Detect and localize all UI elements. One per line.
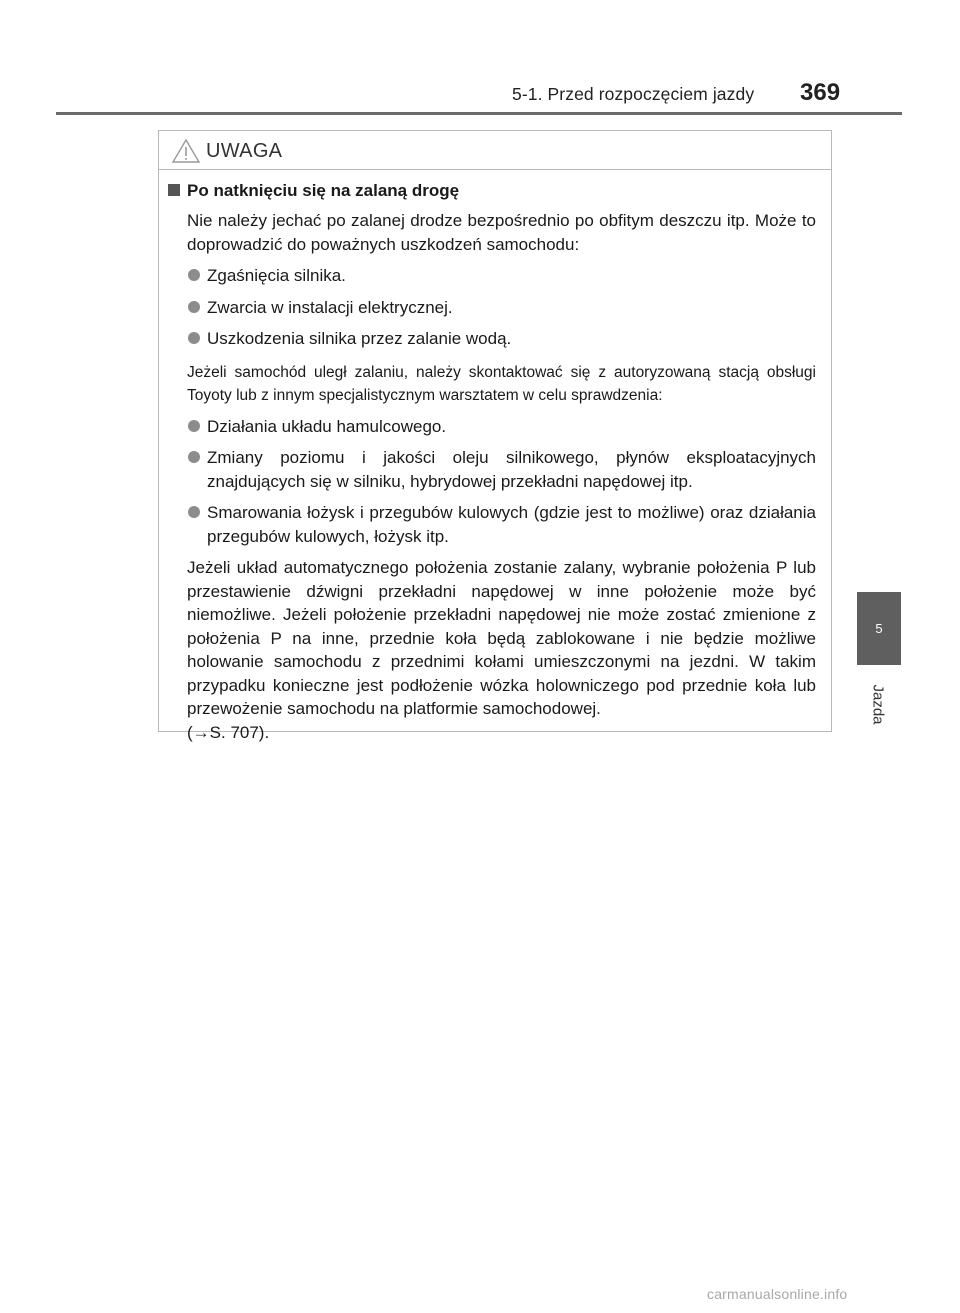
flood-note-paragraph: Jeżeli samochód uległ zalaniu, należy skontaktować się z autoryzowaną stacją obsługi Toyoty lub z innym specjalistycznym warsztatem w celu sprawdzenia: bbox=[187, 363, 816, 404]
circle-bullet-icon bbox=[188, 301, 200, 313]
page-reference-link[interactable]: (→S. 707). bbox=[187, 722, 270, 742]
list-item bbox=[207, 501, 816, 548]
intro-paragraph: Nie należy jechać po zalanej drodze bezpośrednio po obfitym deszczu itp. Może to doprowadzić do poważnych uszkodzeń samochodu: bbox=[187, 211, 816, 254]
closing-paragraph bbox=[187, 556, 816, 744]
watermark: carmanualsonline.info bbox=[707, 1286, 848, 1302]
header-divider bbox=[56, 112, 902, 115]
page-number: 369 bbox=[800, 79, 841, 106]
list-item bbox=[207, 296, 816, 320]
list-item-text: Zmiany poziomu i jakości oleju silnikowego, płynów eksploatacyjnych znajdujących się w silniku, hybrydowej przekładni napędowej itp. bbox=[207, 448, 816, 491]
warning-content bbox=[167, 181, 817, 744]
circle-bullet-icon bbox=[188, 506, 200, 518]
list-item bbox=[207, 327, 816, 351]
chapter-label-text: Jazda bbox=[869, 683, 887, 725]
circle-bullet-icon bbox=[188, 420, 200, 432]
chapter-label bbox=[867, 674, 889, 734]
chapter-number: 5 bbox=[875, 621, 883, 636]
warning-heading-text: Po natknięciu się na zalaną drogę bbox=[187, 181, 460, 200]
warning-box bbox=[158, 130, 832, 742]
chapter-tab[interactable] bbox=[857, 592, 901, 665]
section-title: 5-1. Przed rozpoczęciem jazdy bbox=[512, 84, 755, 104]
list-item bbox=[207, 415, 816, 439]
square-bullet-icon bbox=[168, 184, 180, 196]
circle-bullet-icon bbox=[188, 332, 200, 344]
list-item-text: Zgaśnięcia silnika. bbox=[207, 266, 346, 285]
closing-text: Jeżeli układ automatycznego położenia zostanie zalany, wybranie położenia P lub przestawienie dźwigni przekładni napędowej w inne położenie może być niemożliwe. Jeżeli położenie przekładni napędowej nie może zostać zmienione z położenia P na inne, przednie koła będą zablokowane i nie będzie możliwe holowanie samochodu z przednimi kołami umieszczonymi na jezdni. W takim przypadku konieczne jest podłożenie wózka holowniczego pod przednie koła lub przewożenie samochodu na platformie samochodowej. bbox=[187, 558, 816, 718]
circle-bullet-icon bbox=[188, 269, 200, 281]
list-item-text: Działania układu hamulcowego. bbox=[207, 416, 447, 436]
warning-title: UWAGA bbox=[206, 140, 283, 162]
list-item-text: Zwarcia w instalacji elektrycznej. bbox=[207, 297, 453, 317]
warning-heading bbox=[167, 181, 817, 203]
list-item-text: Uszkodzenia silnika przez zalanie wodą. bbox=[207, 329, 512, 348]
warning-triangle-icon bbox=[171, 138, 201, 169]
circle-bullet-icon bbox=[188, 451, 200, 463]
warning-header bbox=[159, 131, 831, 170]
list-item-text: Smarowania łożysk i przegubów kulowych (gdzie jest to możliwe) oraz działania przegubów kulowych, łożysk itp. bbox=[207, 503, 816, 546]
list-item bbox=[207, 264, 816, 288]
list-item bbox=[207, 446, 816, 493]
